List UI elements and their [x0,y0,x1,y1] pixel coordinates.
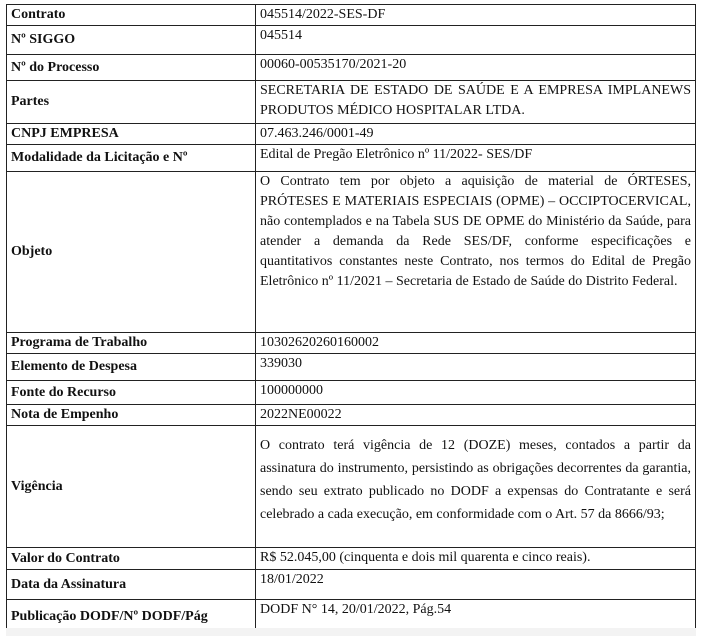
row-label: Nota de Empenho [7,405,256,426]
table-row [7,548,696,570]
row-value: 2022NE00022 [256,405,696,426]
table-row [7,26,696,55]
row-value: O Contrato tem por objeto a aquisição de material de ÓRTESES, PRÓTESES E MATERIAIS ESPECIAIS (OPME) – OCCIPTOCERVICAL, não contemplados e na Tabela SUS DE OPME do Ministério da Saúde, para atender a demanda da Rede SES/DF, conforme especificações e quantitativos constantes neste Contrato, nos termos do Edital de Pregão Eletrônico nº 11/2021 – Secretaria de Estado de Saúde do Distrito Federal. [256,172,696,333]
table-row [7,81,696,124]
table-row [7,426,696,548]
row-value: 045514 [256,26,696,55]
row-label: Modalidade da Licitação e Nº [7,145,256,172]
row-value: SECRETARIA DE ESTADO DE SAÚDE E A EMPRESA IMPLANEWS PRODUTOS MÉDICO HOSPITALAR LTDA. [256,81,696,124]
table-row [7,333,696,354]
row-value: 045514/2022-SES-DF [256,5,696,26]
row-label: Elemento de Despesa [7,354,256,381]
row-value: Edital de Pregão Eletrônico nº 11/2022- SES/DF [256,145,696,172]
table-row [7,405,696,426]
row-value: 10302620260160002 [256,333,696,354]
table-row [7,172,696,333]
table-row [7,5,696,26]
row-value: DODF N° 14, 20/01/2022, Pág.54 [256,600,696,634]
table-row [7,124,696,145]
row-value: 339030 [256,354,696,381]
row-label: Nº do Processo [7,55,256,81]
row-value: 18/01/2022 [256,570,696,600]
row-label: Objeto [7,172,256,333]
row-value: 100000000 [256,381,696,405]
row-label: Nº SIGGO [7,26,256,55]
row-label: Partes [7,81,256,124]
row-label: Vigência [7,426,256,548]
row-value: O contrato terá vigência de 12 (DOZE) meses, contados a partir da assinatura do instrumento, persistindo as obrigações decorrentes da garantia, sendo seu extrato publicado no DODF a expensas do Contratante e será celebrado a cada execução, em conformidade com o Art. 57 da 8666/93; [256,426,696,548]
table-row [7,145,696,172]
row-value: R$ 52.045,00 (cinquenta e dois mil quarenta e cinco reais). [256,548,696,570]
row-label: Valor do Contrato [7,548,256,570]
row-label: Programa de Trabalho [7,333,256,354]
contract-table [6,4,696,634]
table-row [7,570,696,600]
row-label: Contrato [7,5,256,26]
contract-extract-document [6,4,696,634]
table-row [7,354,696,381]
row-label: Fonte do Recurso [7,381,256,405]
table-row [7,381,696,405]
row-value: 07.463.246/0001-49 [256,124,696,145]
row-label: Publicação DODF/Nº DODF/Pág [7,600,256,634]
row-value: 00060-00535170/2021-20 [256,55,696,81]
page-bottom-shade [6,628,696,636]
table-row [7,55,696,81]
row-label: Data da Assinatura [7,570,256,600]
row-label: CNPJ EMPRESA [7,124,256,145]
